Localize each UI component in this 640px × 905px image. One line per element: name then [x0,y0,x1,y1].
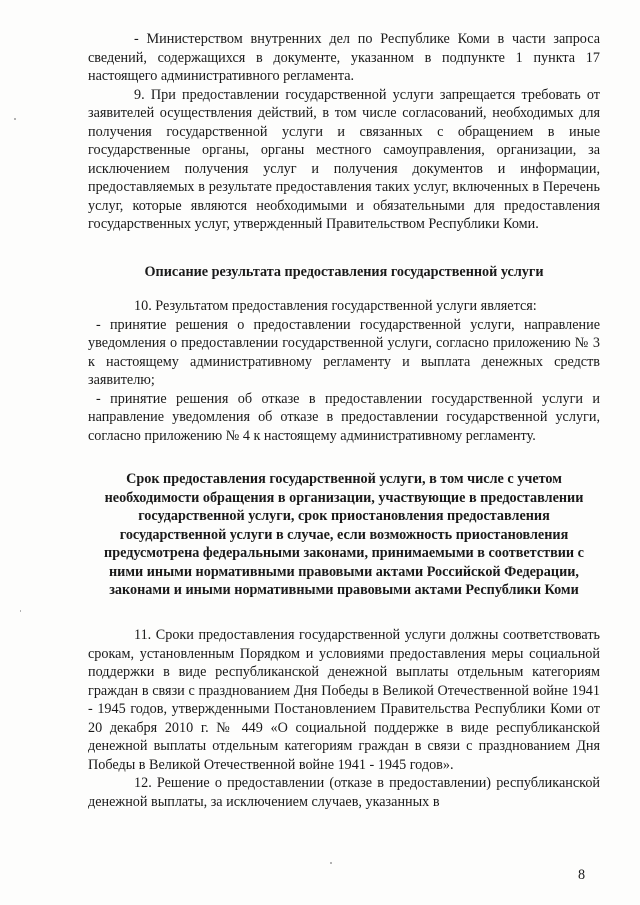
page-number: 8 [578,867,586,883]
scan-speck [330,862,332,864]
paragraph-block-1 [88,30,600,234]
paragraph-9: 9. При предоставлении государственной услуги запрещается требовать от заявителей осуществления действий, в том числе согласований, необходимых для получения государственной услуги и связанных с обращением в иные государственные органы, органы местного самоуправления, организации, за исключением получения услуг и получения документов и информации, предоставляемых в результате предоставления таких услуг, включенных в Перечень услуг, которые являются необходимыми и обязательными для предоставления государственных услуг, утвержденный Правительством Республики Коми. [88,86,600,232]
section-heading-result: Описание результата предоставления государственной услуги [144,264,544,280]
paragraph-10-intro: 10. Результатом предоставления государственной услуги является: [134,298,537,314]
paragraph-block-3 [88,626,600,811]
list-item-refusal-decision: - принятие решения об отказе в предоставлении государственной услуги и направление уведомления об отказе в предоставлении государственной услуги, согласно приложению № 4 к настоящему административному регламенту. [88,390,600,444]
list-item-grant-decision: - принятие решения о предоставлении государственной услуги, направление уведомления о предоставлении государственной услуги, согласно приложению № 3 к настоящему административному регламенту и выплата денежных средств заявителю; [88,316,600,388]
scan-speck [20,610,21,612]
scan-speck [14,118,16,120]
paragraph-11: 11. Сроки предоставления государственной услуги должны соответствовать срокам, установленным Порядком и условиями предоставления меры социальной поддержки в виде республиканской денежной выплаты отдельным категориям граждан в связи с празднованием Дня Победы в Великой Отечественной войне 1941 - 1945 годов, утвержденными Постановлением Правительства Республики Коми от 20 декабря 2010 г. № 449 «О социальной поддержке в виде республиканской денежной выплаты отдельным категориям граждан в связи с празднованием Дня Победы в Великой Отечественной войне 1941 - 1945 годов». [88,627,600,773]
paragraph-mvd-request: - Министерством внутренних дел по Республике Коми в части запроса сведений, содержащихся в документе, указанном в подпункте 1 пункта 17 настоящего административного регламента. [88,31,600,84]
paragraph-block-2 [88,297,600,445]
paragraph-12: 12. Решение о предоставлении (отказе в предоставлении) республиканской денежной выплаты, за исключением случаев, указанных в [88,775,600,810]
section-heading-deadline: Срок предоставления государственной услуги, в том числе с учетом необходимости обращения в организации, участвующие в предоставлении государственной услуги, срок приостановления предоставления государственной услуги в случае, если возможность приостановления предусмотрена федеральными законами, принимаемыми в соответствии с ними иными нормативными правовыми актами Российской Федерации, законами и иными нормативными правовыми актами Республики Коми [104,471,584,598]
